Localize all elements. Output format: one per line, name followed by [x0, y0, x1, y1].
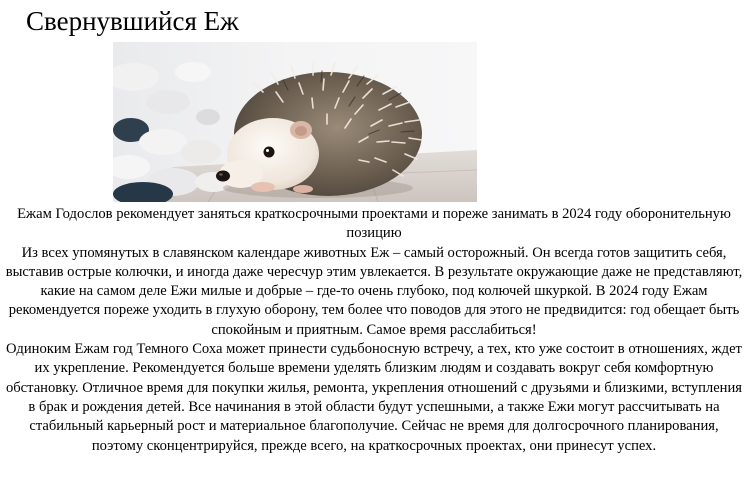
hedgehog-photo — [113, 42, 477, 202]
page-title: Свернувшийся Еж — [26, 6, 239, 36]
article-paragraph: Из всех упомянутых в славянском календаре животных Еж – самый осторожный. Он всегда готов защитить себя, выставив острые колючки, и иногда даже чересчур этим увлекается. В результате окружающие даже не представляют, какие на самом деле Ежи милые и добрые – где-то очень глубоко, под колючей шкуркой. В 2024 году Ежам рекомендуется пореже уходить в глухую оборону, тем более что поводов для этого не предвидится: год обещает быть спокойным и приятным. Самое время расслабиться! — [5, 244, 743, 338]
article-intro: Ежам Годослов рекомендует заняться краткосрочными проектами и пореже занимать в 2024 году оборонительную позицию — [17, 206, 731, 242]
article-body — [2, 205, 746, 456]
article-paragraph: Одиноким Ежам год Темного Соха может принести судьбоносную встречу, а тех, кто уже состоит в отношениях, ждет их укрепление. Рекомендуется больше времени уделять близким людям и создавать вокруг себя комфортную обстановку. Отличное время для покупки жилья, ремонта, укрепления отношений с друзьями и близкими, вступления в брак и рождения детей. Все начинания в этой области будут успешными, а также Ежи могут рассчитывать на стабильный карьерный рост и материальное благополучие. Сейчас не время для долгосрочного планирования, поэтому сконцентрируйся, прежде всего, на краткосрочных проектах, они принесут успех. — [5, 341, 743, 454]
